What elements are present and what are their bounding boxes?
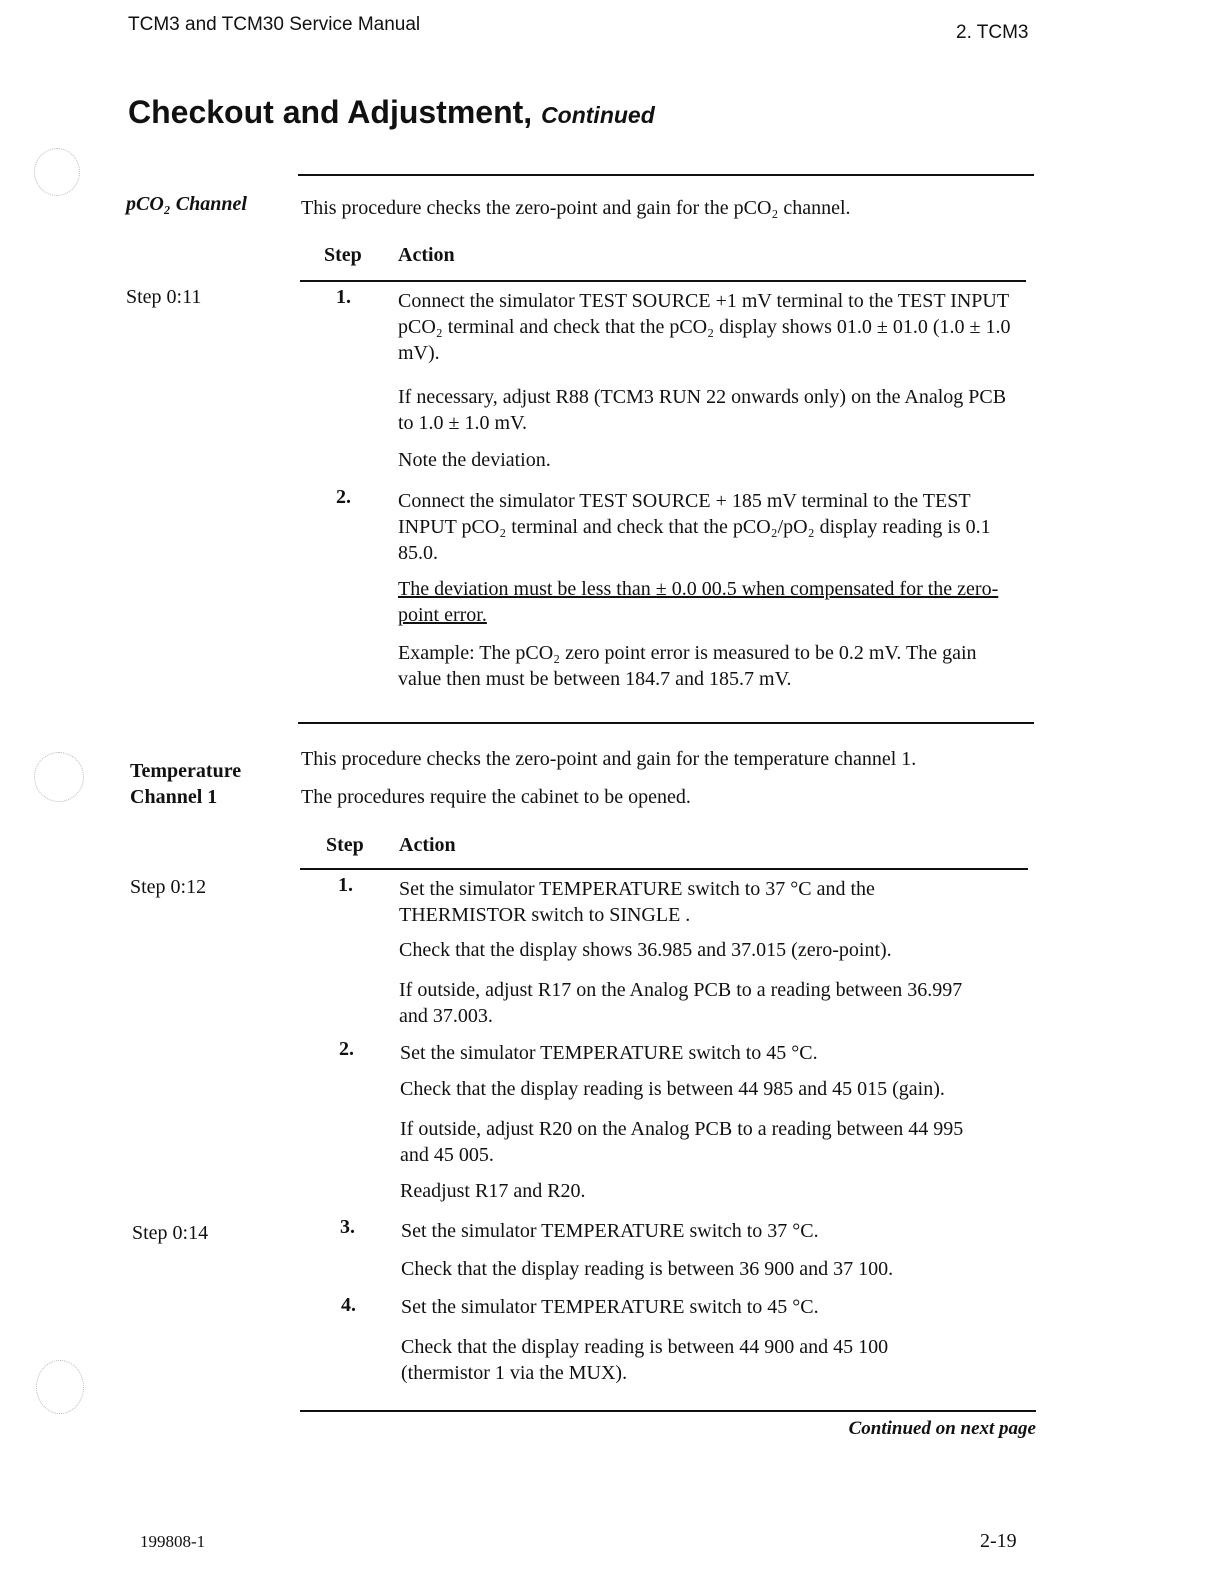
header-chapter: 2. TCM3 bbox=[956, 22, 1029, 43]
step-note-underlined: The deviation must be less than ± 0.0 00.5 when compensated for the zero-point error. bbox=[398, 578, 999, 626]
step-label-0-11: Step 0:11 bbox=[126, 286, 202, 308]
step-note: Readjust R17 and R20. bbox=[400, 1180, 586, 1202]
header-manual-title: TCM3 and TCM30 Service Manual bbox=[128, 14, 421, 35]
step-note: If necessary, adjust R88 (TCM3 RUN 22 onwards only) on the Analog PCB to 1.0 ± 1.0 mV. bbox=[398, 386, 1007, 434]
page-title-continued: Continued bbox=[541, 102, 655, 128]
step-label-0-14: Step 0:14 bbox=[132, 1222, 209, 1244]
temperature-channel-label: Temperature Channel 1 bbox=[130, 760, 242, 808]
step-note: Check that the display reading is between 44 985 and 45 015 (gain). bbox=[400, 1078, 945, 1100]
step-number: 2. bbox=[339, 1038, 354, 1060]
document-number: 199808-1 bbox=[140, 1532, 206, 1551]
step-action: Set the simulator TEMPERATURE switch to 37 °C. bbox=[401, 1220, 819, 1242]
step-number: 1. bbox=[336, 286, 351, 308]
section-divider bbox=[300, 1410, 1036, 1412]
step-label-0-12: Step 0:12 bbox=[130, 876, 207, 898]
step-action: Set the simulator TEMPERATURE switch to 37 °C and the THERMISTOR switch to SINGLE . bbox=[399, 878, 875, 926]
temp-col-step: Step bbox=[326, 834, 364, 856]
scan-artifact bbox=[34, 148, 80, 196]
pco2-col-action: Action bbox=[398, 244, 455, 266]
step-action: Connect the simulator TEST SOURCE +1 mV terminal to the TEST INPUT pCO₂ terminal and check that the pCO₂ display shows 01.0 ± 01.0 (1.0 ± 1.0 mV). bbox=[398, 290, 1011, 364]
step-note: If outside, adjust R20 on the Analog PCB to a reading between 44 995 and 45 005. bbox=[400, 1118, 964, 1166]
table-header-rule bbox=[300, 280, 1026, 282]
pco2-intro: This procedure checks the zero-point and gain for the pCO₂ channel. bbox=[301, 197, 851, 219]
step-action: Set the simulator TEMPERATURE switch to 45 °C. bbox=[401, 1296, 819, 1318]
scan-artifact bbox=[36, 1360, 84, 1414]
table-header-rule bbox=[300, 868, 1028, 870]
section-divider bbox=[298, 174, 1034, 176]
section-divider bbox=[298, 722, 1034, 724]
temperature-intro-1: This procedure checks the zero-point and gain for the temperature channel 1. bbox=[301, 748, 917, 770]
pco2-channel-label: pCO₂ Channel bbox=[126, 193, 247, 215]
page-number: 2-19 bbox=[980, 1530, 1017, 1552]
step-action: Connect the simulator TEST SOURCE + 185 mV terminal to the TEST INPUT pCO₂ terminal and check that the pCO₂/pO₂ display reading is 0.1 85.0. bbox=[398, 490, 991, 564]
step-note: Check that the display reading is between 36 900 and 37 100. bbox=[401, 1258, 894, 1280]
pco2-col-step: Step bbox=[324, 244, 362, 266]
step-note: Note the deviation. bbox=[398, 449, 551, 471]
step-note: If outside, adjust R17 on the Analog PCB to a reading between 36.997 and 37.003. bbox=[399, 979, 963, 1027]
step-note: Check that the display reading is between 44 900 and 45 100 (thermistor 1 via the MUX). bbox=[401, 1336, 889, 1384]
step-number: 3. bbox=[340, 1216, 355, 1238]
step-note: Check that the display shows 36.985 and 37.015 (zero-point). bbox=[399, 939, 892, 961]
step-number: 1. bbox=[338, 874, 353, 896]
step-number: 4. bbox=[341, 1294, 356, 1316]
step-action: Set the simulator TEMPERATURE switch to 45 °C. bbox=[400, 1042, 818, 1064]
step-number: 2. bbox=[336, 486, 351, 508]
page-title bbox=[128, 94, 655, 131]
temperature-intro-2: The procedures require the cabinet to be opened. bbox=[301, 786, 691, 808]
step-note: Example: The pCO₂ zero point error is measured to be 0.2 mV. The gain value then must be between 184.7 and 185.7 mV. bbox=[398, 642, 977, 690]
page-title-main: Checkout and Adjustment, bbox=[128, 94, 533, 130]
scan-artifact bbox=[34, 752, 84, 802]
temp-col-action: Action bbox=[399, 834, 456, 856]
continued-note: Continued on next page bbox=[848, 1418, 1036, 1439]
